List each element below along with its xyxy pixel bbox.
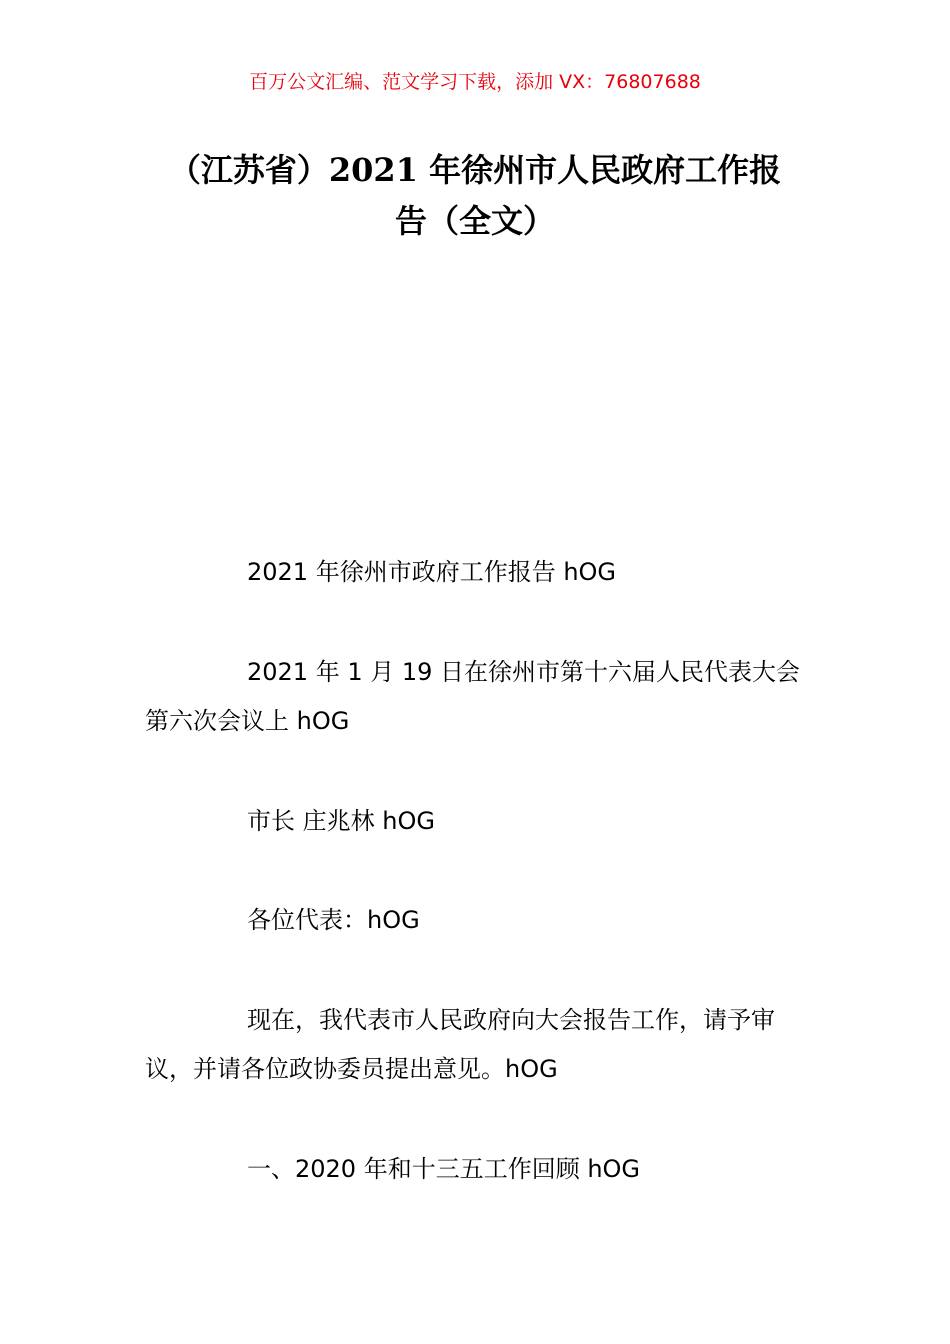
report-heading-paragraph: 2021 年徐州市政府工作报告 hOG bbox=[247, 558, 617, 586]
speaker-paragraph: 市长 庄兆林 hOG bbox=[247, 807, 435, 835]
document-title-line-1: （江苏省）2021 年徐州市人民政府工作报 bbox=[168, 151, 782, 189]
section-heading-paragraph: 一、2020 年和十三五工作回顾 hOG bbox=[247, 1155, 641, 1183]
salutation-paragraph: 各位代表：hOG bbox=[247, 906, 420, 934]
document-title-line-2: 告（全文） bbox=[394, 202, 555, 240]
opening-paragraph: 现在，我代表市人民政府向大会报告工作，请予审议，并请各位政协委员提出意见。hOG bbox=[145, 1006, 775, 1083]
header-promo-note: 百万公文汇编、范文学习下载，添加 VX：76807688 bbox=[249, 71, 701, 93]
meeting-info-paragraph: 2021 年 1 月 19 日在徐州市第十六届人民代表大会第六次会议上 hOG bbox=[145, 658, 801, 735]
